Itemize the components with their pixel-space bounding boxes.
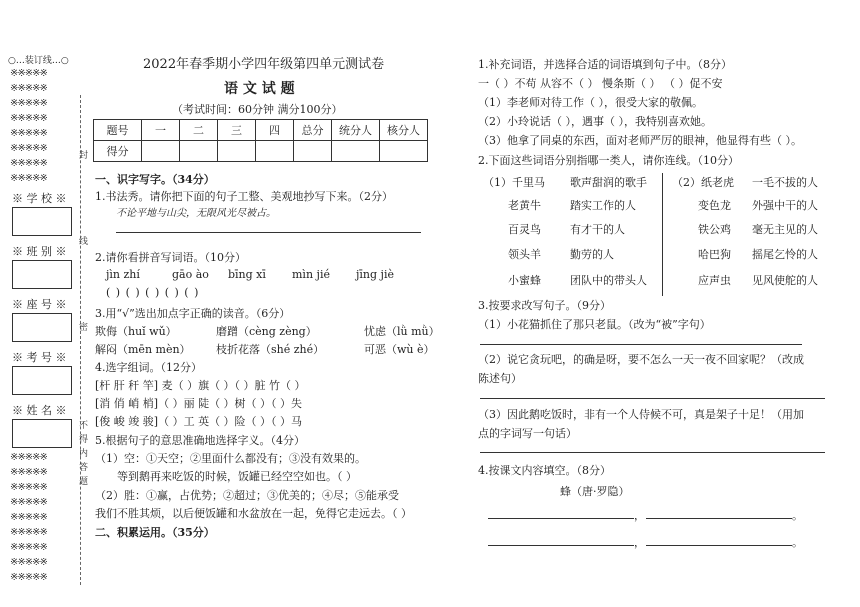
reading-option[interactable]: 磨蹭（cèng zèng） (216, 325, 317, 338)
exam-info: （考试时间：60分钟 满分100分） (172, 103, 343, 116)
table-cell: 二 (180, 120, 218, 141)
match-left-item[interactable]: 变色龙 (698, 199, 731, 212)
score-cell[interactable] (142, 141, 180, 162)
x-row: ※※※※※ (10, 83, 47, 94)
answer-line[interactable] (480, 398, 825, 399)
score-cell[interactable] (180, 141, 218, 162)
question-3: 3.用“√”选出加点字正确的读音。（6分） (95, 307, 291, 320)
warning-char: 不 (77, 420, 87, 429)
rewrite-prompt-3: （3）因此鹅吃饭时，非有一个人侍候不可，真是架子十足！（用加 (478, 408, 804, 421)
meaning-1: （1）空：①天空；②里面什么都没有；③没有效果的。 (95, 452, 366, 465)
rewrite-prompt-2-cont: 陈述句） (478, 372, 522, 385)
poem-blank[interactable] (488, 518, 634, 519)
warning-char: 答 (77, 462, 87, 471)
table-cell: 核分人 (380, 120, 428, 141)
x-row: ※※※※※ (10, 497, 47, 508)
reading-option[interactable]: 可恶（wù è） (364, 343, 435, 356)
score-cell[interactable] (380, 141, 428, 162)
match-left-item[interactable]: 小蜜蜂 (508, 274, 541, 287)
section-1-title: 一、识字写字。（34分） (95, 173, 215, 186)
x-row: ※※※※※ (10, 557, 47, 568)
question-1: 1.书法秀。请你把下面的句子工整、美观地抄写下来。（2分） (95, 190, 393, 203)
score-table-score-row (94, 141, 428, 162)
match-right-item[interactable]: 一毛不拔的人 (752, 176, 818, 189)
idiom-blanks[interactable]: 一（ ）不苟 从容不（ ） 慢条斯（ ） （ ）促不安 (478, 77, 723, 90)
warning-char: 内 (77, 448, 87, 457)
match-left-item[interactable]: 百灵鸟 (508, 223, 541, 236)
copy-text: 不论平地与山尖，无限风光尽被占。 (116, 208, 276, 219)
reading-option[interactable]: 枝折花落（shé zhé） (216, 343, 325, 356)
seat-label: ※ 座 号 ※ (12, 298, 67, 311)
r-question-3: 3.按要求改写句子。（9分） (478, 299, 611, 312)
score-table-header-row (94, 120, 428, 141)
exam-number-field[interactable] (12, 366, 72, 395)
binding-line-label: ○…装订线…○ (8, 56, 69, 66)
word-group-row[interactable]: [杆 肝 秆 竿] 麦（ ）旗（ ）（ ）脏 竹（ ） (95, 379, 306, 392)
pinyin-answer-blanks[interactable]: ( ) ( ) ( ) ( ) ( ) (106, 286, 200, 299)
pinyin-item: mìn jié (292, 268, 330, 281)
fill-sentence-2[interactable]: （2）小玲说话（ ），遇事（ ），我特别喜欢她。 (478, 115, 712, 128)
fill-sentence-1[interactable]: （1）李老师对待工作（ ），很受大家的敬佩。 (478, 96, 703, 109)
line-mark: 线 (77, 236, 87, 245)
binding-dashed-line (80, 95, 81, 585)
match-right-item[interactable]: 摇尾乞怜的人 (752, 248, 818, 261)
x-row: ※※※※※ (10, 143, 47, 154)
binding-margin (0, 0, 88, 607)
class-label: ※ 班 别 ※ (12, 245, 67, 258)
score-cell[interactable] (294, 141, 332, 162)
rewrite-prompt-3-cont: 点的字词写一句话） (478, 427, 577, 440)
match-left-item[interactable]: （1）千里马 (483, 176, 545, 189)
table-cell: 统分人 (332, 120, 380, 141)
table-cell: 总分 (294, 120, 332, 141)
exam-title: 2022年春季期小学四年级第四单元测试卷 (143, 57, 385, 72)
match-right-item[interactable]: 有才干的人 (570, 223, 625, 236)
question-5: 5.根据句子的意思准确地选择字义。（4分） (95, 434, 305, 447)
x-row: ※※※※※ (10, 527, 47, 538)
seat-field[interactable] (12, 313, 72, 342)
table-cell: 四 (256, 120, 294, 141)
answer-line[interactable] (480, 452, 825, 453)
table-cell: 题号 (94, 120, 142, 141)
meaning-2-sentence[interactable]: 我们不胜其烦，以后便饭罐和水盆放在一起，免得它走远去。（ ） (95, 507, 412, 520)
column-divider (662, 173, 663, 296)
rewrite-prompt-1: （1）小花猫抓住了那只老鼠。（改为“被”字句） (478, 318, 711, 331)
table-cell: 一 (142, 120, 180, 141)
match-right-item[interactable]: 见风使舵的人 (752, 274, 818, 287)
pinyin-item: bīng xī (228, 268, 266, 281)
r-question-1: 1.补充词语，并选择合适的词语填到句子中。（8分） (478, 58, 732, 71)
x-row: ※※※※※ (10, 467, 47, 478)
table-cell: 三 (218, 120, 256, 141)
match-left-item[interactable]: 老黄牛 (508, 199, 541, 212)
subject-title: 语 文 试 题 (224, 81, 295, 97)
match-right-item[interactable]: 毫无主见的人 (752, 223, 818, 236)
r-question-2: 2.下面这些词语分别指哪一类人，请你连线。（10分） (478, 154, 739, 167)
match-left-item[interactable]: 应声虫 (698, 274, 731, 287)
poem-blank[interactable] (646, 545, 792, 546)
reading-option[interactable]: 忧虑（lǜ mǜ） (364, 325, 440, 338)
exam-number-label: ※ 考 号 ※ (12, 351, 67, 364)
x-row: ※※※※※ (10, 542, 47, 553)
poem-blank[interactable] (646, 518, 792, 519)
school-field[interactable] (12, 207, 72, 236)
score-cell[interactable] (256, 141, 294, 162)
match-right-item[interactable]: 踏实工作的人 (570, 199, 636, 212)
period: 。 (792, 509, 803, 522)
warning-char: 题 (77, 476, 87, 485)
pinyin-item: jìn zhí (106, 268, 140, 281)
answer-line[interactable] (116, 232, 421, 233)
reading-option[interactable]: 欺侮（huǐ wǔ） (95, 325, 177, 338)
x-row: ※※※※※ (10, 158, 47, 169)
pinyin-item: jīng jiè (356, 268, 394, 281)
r-question-4: 4.按课文内容填空。（8分） (478, 464, 611, 477)
x-row: ※※※※※ (10, 128, 47, 139)
meaning-2: （2）胜：①赢，占优势；②超过；③优美的；④尽；⑤能承受 (95, 489, 399, 502)
class-field[interactable] (12, 260, 72, 289)
match-left-item[interactable]: 领头羊 (508, 248, 541, 261)
warning-char: 得 (77, 434, 87, 443)
seal-mark: 密 (77, 322, 87, 331)
question-4: 4.选字组词。（12分） (95, 361, 202, 374)
x-row: ※※※※※ (10, 482, 47, 493)
word-group-row[interactable]: [消 俏 峭 梢]（ ）丽 陡（ ）树（ ）（ ）失 (95, 397, 303, 410)
pinyin-item: gāo ào (172, 268, 209, 281)
poem-title: 蜂（唐·罗隐） (560, 485, 630, 498)
school-label: ※ 学 校 ※ (12, 192, 67, 205)
match-left-item[interactable]: 铁公鸡 (698, 223, 731, 236)
score-cell[interactable] (218, 141, 256, 162)
name-field[interactable] (12, 419, 72, 448)
fill-sentence-3[interactable]: （3）他拿了同桌的东西，面对老师严厉的眼神，他显得有些（ ）。 (478, 134, 802, 147)
score-table (93, 119, 428, 162)
answer-line[interactable] (480, 344, 802, 345)
rewrite-prompt-2: （2）说它贪玩吧，的确是呀，要不怎么一天一夜不回家呢？（改成 (478, 353, 804, 366)
x-row: ※※※※※ (10, 98, 47, 109)
word-group-row[interactable]: [俊 峻 竣 骏]（ ）工 英（ ）险（ ）（ ）马 (95, 415, 303, 428)
match-right-item[interactable]: 勤劳的人 (570, 248, 614, 261)
x-row: ※※※※※ (10, 173, 47, 184)
x-row: ※※※※※ (10, 572, 47, 583)
score-cell[interactable] (332, 141, 380, 162)
x-row: ※※※※※ (10, 68, 47, 79)
match-left-item[interactable]: 哈巴狗 (698, 248, 731, 261)
x-row: ※※※※※ (10, 113, 47, 124)
match-right-item[interactable]: 团队中的带头人 (570, 274, 647, 287)
comma: ， (634, 509, 645, 522)
period: 。 (792, 536, 803, 549)
section-2-title: 二、积累运用。（35分） (95, 526, 215, 539)
match-left-item[interactable]: （2）纸老虎 (672, 176, 734, 189)
seal-mark: 封 (77, 150, 87, 159)
meaning-1-sentence[interactable]: 等到鹅再来吃饭的时候，饭罐已经空空如也。（ ） (117, 470, 357, 483)
match-right-item[interactable]: 外强中干的人 (752, 199, 818, 212)
match-right-item[interactable]: 歌声甜润的歌手 (570, 176, 647, 189)
question-2: 2.请你看拼音写词语。（10分） (95, 251, 246, 264)
reading-option[interactable]: 解闷（mēn mèn） (95, 343, 191, 356)
poem-blank[interactable] (488, 545, 634, 546)
x-row: ※※※※※ (10, 512, 47, 523)
name-label: ※ 姓 名 ※ (12, 404, 67, 417)
table-cell: 得分 (94, 141, 142, 162)
comma: ， (634, 536, 645, 549)
x-row: ※※※※※ (10, 452, 47, 463)
